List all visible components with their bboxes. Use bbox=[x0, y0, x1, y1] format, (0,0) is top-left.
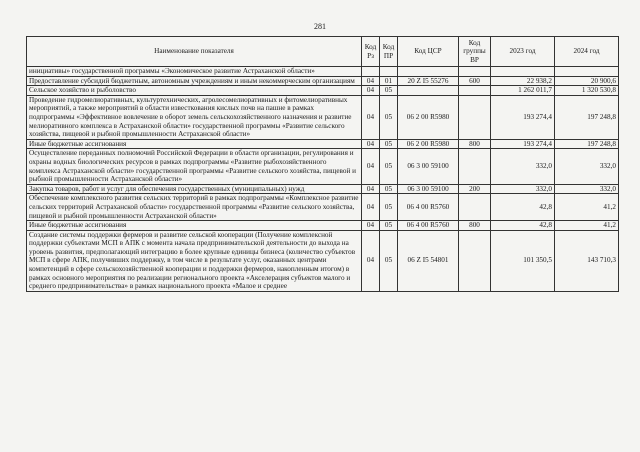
cell-vr: 200 bbox=[459, 184, 491, 194]
cell-name: Иные бюджетные ассигнования bbox=[27, 221, 362, 231]
cell-name: Иные бюджетные ассигнования bbox=[27, 139, 362, 149]
cell-csr bbox=[398, 86, 459, 96]
cell-name: Сельское хозяйство и рыболовство bbox=[27, 86, 362, 96]
cell-rz: 04 bbox=[362, 184, 380, 194]
cell-pr: 01 bbox=[380, 76, 398, 86]
cell-y2024: 20 900,6 bbox=[555, 76, 619, 86]
cell-y2023 bbox=[491, 67, 555, 77]
cell-name: Проведение гидромелиоративных, культуртехнических, агролесомелиоративных и фитомелиоративных мероприятий, а также мероприятий в области известкования кислых почв на пашне в рамках подпрограммы «Эффективное вовлечение в оборот земель сельскохозяйственного назначения и развитие мелиоративного комплекса в Астраханской области» государственной программы «Развитие сельского хозяйства, пищевой и рыбной промышленности Астраханской области» bbox=[27, 95, 362, 139]
cell-name: Осуществление переданных полномочий Российской Федерации в области организации, регулирования и охраны водных биологических ресурсов в рамках подпрограммы «Развитие рыбохозяйственного комплекса Астраханской области» государственной программы «Развитие сельского хозяйства, пищевой и рыбной промышленности Астраханской области» bbox=[27, 149, 362, 184]
cell-pr bbox=[380, 67, 398, 77]
cell-y2024: 143 710,3 bbox=[555, 230, 619, 291]
budget-table bbox=[26, 36, 619, 292]
cell-vr: 600 bbox=[459, 76, 491, 86]
table-row bbox=[27, 149, 619, 184]
cell-y2023: 193 274,4 bbox=[491, 139, 555, 149]
cell-vr bbox=[459, 230, 491, 291]
table-row bbox=[27, 86, 619, 96]
header-name: Наименование показателя bbox=[27, 37, 362, 67]
cell-rz: 04 bbox=[362, 194, 380, 221]
cell-name: Создание системы поддержки фермеров и развитие сельской кооперации (Получение комплексной поддержки субъектами МСП в АПК с момента начала предпринимательской деятельности до выхода на уровень развития, предполагающий интеграцию в более крупные единицы бизнеса (количество субъектов МСП в сфере АПК, получивших поддержку, в том числе в результате услуг, оказанных центрами компетенций в сфере сельскохозяйственной кооперации и поддержки фермеров, накопленным итогом) в рамках основного мероприятия по реализации регионального проекта «Акселерация субъектов малого и среднего предпринимательства» в рамках национального проекта «Малое и среднее bbox=[27, 230, 362, 291]
cell-y2024: 332,0 bbox=[555, 149, 619, 184]
header-csr: Код ЦСР bbox=[398, 37, 459, 67]
table-row bbox=[27, 95, 619, 139]
cell-name: инициативы» государственной программы «Экономическое развитие Астраханской области» bbox=[27, 67, 362, 77]
table-row bbox=[27, 184, 619, 194]
cell-vr: 800 bbox=[459, 221, 491, 231]
cell-y2023: 42,8 bbox=[491, 194, 555, 221]
header-pr: Код ПР bbox=[380, 37, 398, 67]
cell-y2023: 332,0 bbox=[491, 184, 555, 194]
cell-pr: 05 bbox=[380, 149, 398, 184]
cell-y2023: 193 274,4 bbox=[491, 95, 555, 139]
cell-rz: 04 bbox=[362, 139, 380, 149]
cell-y2024: 41,2 bbox=[555, 194, 619, 221]
table-header-row bbox=[27, 37, 619, 67]
cell-y2024: 197 248,8 bbox=[555, 95, 619, 139]
cell-rz: 04 bbox=[362, 221, 380, 231]
table-row bbox=[27, 76, 619, 86]
cell-rz bbox=[362, 67, 380, 77]
cell-csr: 06 2 00 R5980 bbox=[398, 139, 459, 149]
cell-y2023: 1 262 011,7 bbox=[491, 86, 555, 96]
header-2024: 2024 год bbox=[555, 37, 619, 67]
header-vr: Код группы ВР bbox=[459, 37, 491, 67]
cell-pr: 05 bbox=[380, 86, 398, 96]
header-2023: 2023 год bbox=[491, 37, 555, 67]
cell-csr: 06 3 00 59100 bbox=[398, 149, 459, 184]
cell-y2024 bbox=[555, 67, 619, 77]
cell-vr bbox=[459, 95, 491, 139]
cell-vr bbox=[459, 86, 491, 96]
cell-pr: 05 bbox=[380, 194, 398, 221]
cell-csr: 06 3 00 59100 bbox=[398, 184, 459, 194]
cell-rz: 04 bbox=[362, 95, 380, 139]
cell-name: Обеспечение комплексного развития сельских территорий в рамках подпрограммы «Комплексное развитие сельских территорий Астраханской области» государственной программы «Развитие сельского хозяйства, пищевой и рыбной промышленности Астраханской области» bbox=[27, 194, 362, 221]
cell-csr: 20 Z I5 55276 bbox=[398, 76, 459, 86]
table-row bbox=[27, 194, 619, 221]
cell-name: Закупка товаров, работ и услуг для обеспечения государственных (муниципальных) нужд bbox=[27, 184, 362, 194]
header-rz: Код Рз bbox=[362, 37, 380, 67]
cell-vr bbox=[459, 67, 491, 77]
cell-pr: 05 bbox=[380, 184, 398, 194]
cell-y2024: 332,0 bbox=[555, 184, 619, 194]
cell-pr: 05 bbox=[380, 230, 398, 291]
table-row bbox=[27, 139, 619, 149]
table-row bbox=[27, 221, 619, 231]
table-row bbox=[27, 67, 619, 77]
cell-csr bbox=[398, 67, 459, 77]
cell-vr bbox=[459, 149, 491, 184]
table-row bbox=[27, 230, 619, 291]
cell-rz: 04 bbox=[362, 230, 380, 291]
cell-rz: 04 bbox=[362, 76, 380, 86]
cell-csr: 06 Z I5 54801 bbox=[398, 230, 459, 291]
cell-vr bbox=[459, 194, 491, 221]
cell-y2024: 41,2 bbox=[555, 221, 619, 231]
cell-pr: 05 bbox=[380, 139, 398, 149]
page-number: 281 bbox=[314, 22, 326, 31]
cell-csr: 06 4 00 R5760 bbox=[398, 221, 459, 231]
cell-y2023: 332,0 bbox=[491, 149, 555, 184]
cell-y2024: 1 320 530,8 bbox=[555, 86, 619, 96]
cell-pr: 05 bbox=[380, 221, 398, 231]
cell-csr: 06 4 00 R5760 bbox=[398, 194, 459, 221]
cell-csr: 06 2 00 R5980 bbox=[398, 95, 459, 139]
cell-name: Предоставление субсидий бюджетным, автономным учреждениям и иным некоммерческим организациям bbox=[27, 76, 362, 86]
cell-rz: 04 bbox=[362, 149, 380, 184]
cell-y2023: 101 350,5 bbox=[491, 230, 555, 291]
cell-vr: 800 bbox=[459, 139, 491, 149]
cell-y2023: 22 938,2 bbox=[491, 76, 555, 86]
cell-y2024: 197 248,8 bbox=[555, 139, 619, 149]
cell-pr: 05 bbox=[380, 95, 398, 139]
cell-y2023: 42,8 bbox=[491, 221, 555, 231]
cell-rz: 04 bbox=[362, 86, 380, 96]
